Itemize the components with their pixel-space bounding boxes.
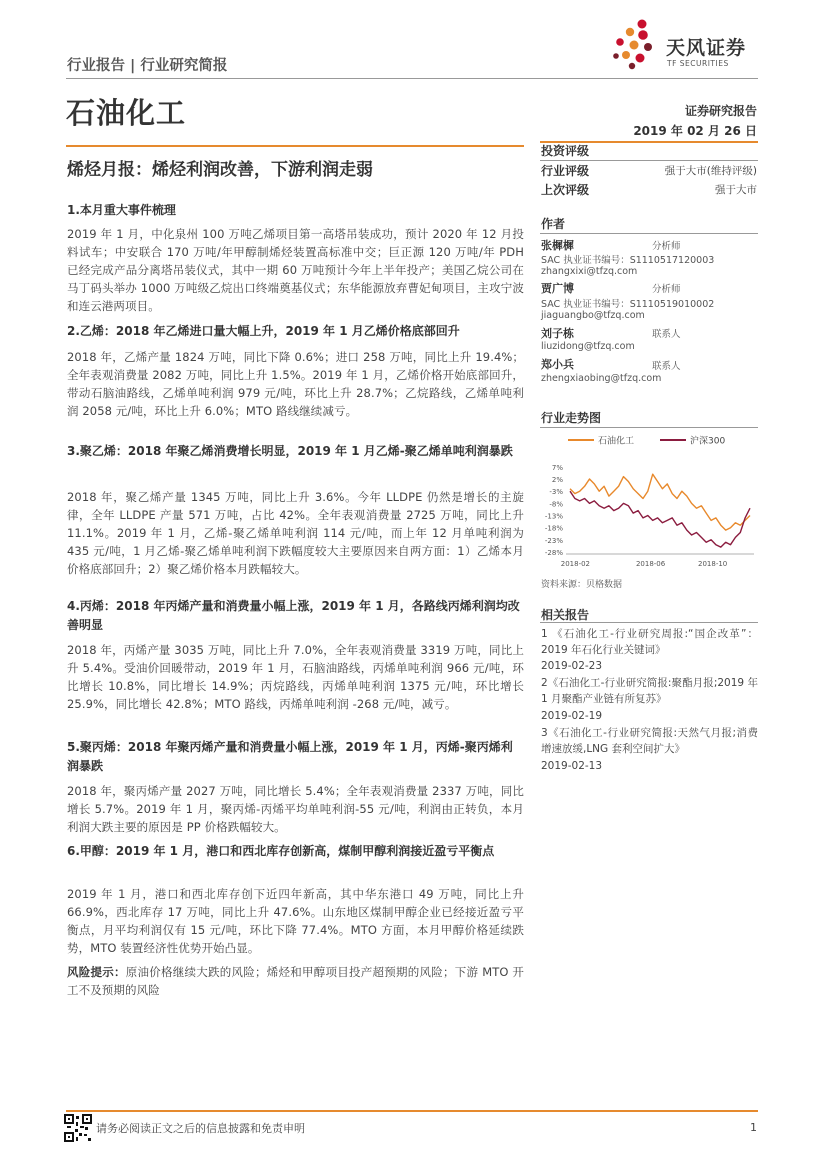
author-sac: SAC 执业证书编号：S1110517120003	[541, 255, 715, 266]
author-name: 贾广博	[541, 282, 574, 295]
series-line-petrochem	[570, 474, 750, 530]
sidebar-divider	[540, 160, 758, 161]
series-line-hs300	[570, 491, 750, 547]
legend-label: 沪深300	[690, 436, 726, 447]
author-email[interactable]: jiaguangbo@tfzq.com	[541, 310, 645, 321]
prev-rating-label: 上次评级	[541, 183, 590, 197]
related-report-date: 2019-02-23	[541, 660, 603, 672]
section-body: 2019 年 1 月，中化泉州 100 万吨乙烯项目第一高塔吊装成功，预计 2020 年 12 月投料试车；中安联合 170 万吨/年甲醇制烯烃装置高标准中交；巨正源 120 万吨/年 PDH 已经完成产品分离塔吊装仪式，其中一期 60 万吨预计今年上半年投产；美国乙烷公司在马丁码头举办 1000 万吨级乙烷出口终端奠基仪式；东华能源放弃曹妃甸项目，主攻宁波和连云港两项目。	[67, 227, 524, 313]
page-number: 1	[750, 1121, 757, 1134]
author-email[interactable]: zhangxixi@tfzq.com	[541, 266, 638, 277]
qr-code-icon	[64, 1114, 92, 1142]
section-heading: 4.丙烯：2018 年丙烯产量和消费量小幅上涨，2019 年 1 月，各路线丙烯利润均改善明显	[67, 599, 520, 632]
top-divider	[66, 78, 758, 79]
risk-text: 原油价格继续大跌的风险；烯烃和甲醇项目投产超预期的风险；下游 MTO 开工不及预期的风险	[67, 965, 525, 997]
footer-rule	[66, 1110, 758, 1112]
related-report-link[interactable]: 3《石油化工-行业研究简报:天然气月报;消费增速放缓,LNG 套利空间扩大》	[541, 727, 758, 755]
footer-notice: 请务必阅读正文之后的信息披露和免责申明	[96, 1122, 305, 1135]
report-category: 行业报告 | 行业研究简报	[67, 58, 228, 74]
y-tick-label: -18%	[544, 524, 563, 533]
author-sac: SAC 执业证书编号：S1110519010002	[541, 299, 715, 310]
x-tick-label: 2018-06	[635, 560, 666, 568]
author-name: 刘子栋	[541, 327, 574, 340]
x-tick-label: 2018-10	[698, 560, 728, 568]
risk-warning	[67, 963, 524, 999]
related-report-date: 2019-02-19	[541, 710, 603, 722]
report-title: 烯烃月报：烯烃利润改善，下游利润走弱	[67, 160, 373, 180]
legend-label: 石油化工	[598, 436, 635, 447]
sidebar-divider	[540, 233, 758, 234]
authors-header: 作者	[541, 217, 566, 231]
author-email[interactable]: zhengxiaobing@tfzq.com	[541, 373, 662, 384]
author-role: 联系人	[652, 329, 681, 340]
related-header: 相关报告	[541, 608, 590, 622]
author-email[interactable]: liuzidong@tfzq.com	[541, 341, 635, 352]
section-body: 2019 年 1 月，港口和西北库存创下近四年新高，其中华东港口 49 万吨，同比上升 66.9%，西北库存 17 万吨，同比上升 47.6%。山东地区煤制甲醇企业已经接近盈亏平衡点，月平均利润仅有 15 元/吨，环比下降 77.4%。MTO 方面，本月甲醇价格延续跌势，MTO 装置经济性优势开始凸显。	[67, 887, 524, 955]
y-tick-label: -3%	[549, 488, 563, 497]
author-name: 郑小兵	[541, 358, 574, 371]
title-rule	[66, 145, 524, 147]
report-type: 证券研究报告	[684, 104, 757, 118]
y-tick-label: -28%	[544, 549, 563, 557]
section-body: 2018 年，丙烯产量 3035 万吨，同比上升 7.0%，全年表观消费量 3319 万吨，同比上升 5.4%。受油价回暖带动，2019 年 1 月，石脑油路线，丙烯单吨利润 966 元/吨，环比增长 10.8%，同比增长 14.9%；丙烷路线，丙烯单吨利润 1375 元/吨，环比增长 25.9%，同比增长 42.8%；MTO 路线，丙烯单吨利润 -268 元/吨，减亏。	[67, 643, 524, 711]
prev-rating-value: 强于大市	[715, 184, 757, 196]
section-heading: 3.聚乙烯：2018 年聚乙烯消费增长明显，2019 年 1 月乙烯-聚乙烯单吨利润暴跌	[67, 444, 513, 458]
sidebar-divider	[540, 427, 758, 428]
sidebar-divider	[540, 622, 758, 623]
section-heading: 2.乙烯：2018 年乙烯进口量大幅上升，2019 年 1 月乙烯价格底部回升	[67, 324, 460, 338]
section-body: 2018 年，聚丙烯产量 2027 万吨，同比增长 5.4%；全年表观消费量 2337 万吨，同比增长 5.7%。2019 年 1 月，聚丙烯-丙烯平均单吨利润-55 元/吨，利润由正转负，本月利润大跌主要的原因是 PP 价格跌幅较大。	[67, 784, 524, 834]
trend-header: 行业走势图	[541, 411, 602, 425]
report-date: 2019 年 02 月 26 日	[633, 124, 757, 138]
chart-source: 资料来源：贝格数据	[541, 580, 623, 590]
rating-value: 强于大市(维持评级)	[664, 165, 757, 177]
risk-label: 风险提示：	[67, 965, 126, 979]
logo-text: 天风证券	[666, 37, 747, 59]
rating-label: 行业评级	[541, 164, 590, 178]
section-heading: 5.聚丙烯：2018 年聚丙烯产量和消费量小幅上涨，2019 年 1 月，丙烯-聚丙烯利润暴跌	[67, 740, 513, 773]
section-body: 2018 年，乙烯产量 1824 万吨，同比下降 0.6%；进口 258 万吨，同比上升 19.4%；全年表观消费量 2082 万吨，同比上升 1.5%。2019 年 1 月，乙烯价格开始底部回升，带动石脑油路线，乙烯单吨利润 979 元/吨，环比上升 28.7%；乙烷路线，乙烯单吨利润 2058 元/吨，环比上升 6.0%；MTO 路线继续减亏。	[67, 350, 524, 418]
author-role: 分析师	[652, 241, 681, 252]
rating-header: 投资评级	[541, 144, 590, 158]
industry-trend-chart	[540, 430, 758, 580]
author-name: 张樨樨	[541, 239, 574, 252]
y-tick-label: 7%	[551, 463, 563, 472]
related-report-link[interactable]: 2《石油化工-行业研究简报:聚酯月报;2019 年 1 月聚酯产业链有所复苏》	[541, 677, 758, 705]
x-tick-label: 2018-02	[560, 560, 591, 568]
author-role: 联系人	[652, 361, 681, 372]
y-tick-label: -13%	[544, 512, 563, 521]
tf-logo-icon	[610, 18, 662, 70]
y-tick-label: -23%	[544, 536, 563, 545]
related-report-date: 2019-02-13	[541, 760, 603, 772]
logo-subtext: TF SECURITIES	[667, 59, 729, 68]
section-heading: 6.甲醇：2019 年 1 月，港口和西北库存创新高，煤制甲醇利润接近盈亏平衡点	[67, 844, 495, 858]
related-report-link[interactable]: 1 《石油化工-行业研究周报:“国企改革”：2019 年石化行业关键词》	[541, 628, 758, 656]
author-role: 分析师	[652, 284, 681, 295]
y-tick-label: -8%	[549, 500, 563, 509]
y-tick-label: 2%	[551, 476, 563, 485]
section-body: 2018 年，聚乙烯产量 1345 万吨，同比上升 3.6%。今年 LLDPE 仍然是增长的主旋律，全年 LLDPE 产量 571 万吨，占比 42%。全年表观消费量 2725 万吨，同比上升 11.1%。2019 年 1 月，乙烯-聚乙烯单吨利润 114 元/吨，而上年 12 月单吨利润为 435 元/吨，1 月乙烯-聚乙烯单吨利润下跌幅度较大主要原因来自两方面：1）乙烯本月价格底部回升；2）聚乙烯价格本月跌幅较大。	[67, 490, 524, 576]
section-heading: 1.本月重大事件梳理	[67, 203, 176, 217]
industry-title: 石油化工	[66, 96, 187, 130]
